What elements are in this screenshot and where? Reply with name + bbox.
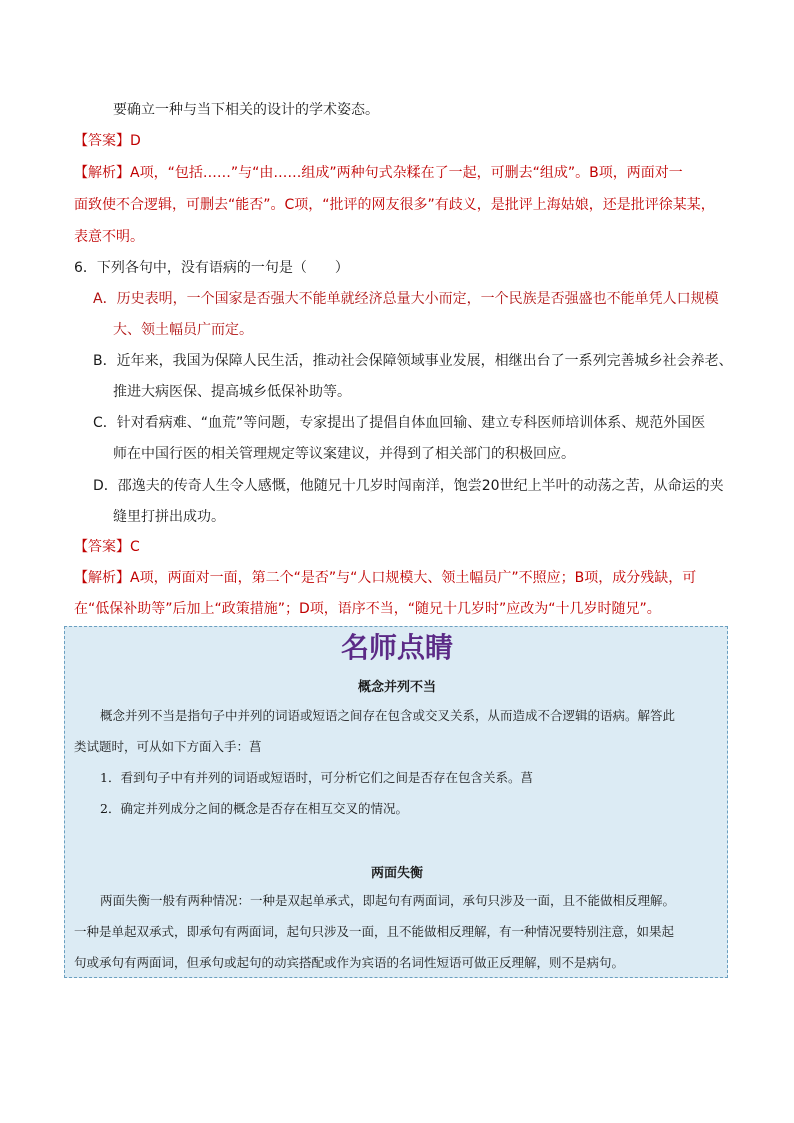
tip-paragraph: 概念并列不当是指句子中并列的词语或短语之间存在包含或交叉关系，从而造成不合逻辑的语病。解答此 — [100, 708, 676, 723]
text-line: 要确立一种与当下相关的设计的学术姿态。 — [113, 102, 379, 118]
tip-paragraph: 一种是单起双承式，即承句有两面词，起句只涉及一面，且不能做相反理解，有一种情况要特别注意，如果起 — [74, 924, 675, 939]
explanation-2-line-1: 【解析】A项，两面对一面，第二个“是否”与“人口规模大、领土幅员广”不照应；B项，成分残缺，可 — [74, 570, 697, 586]
tip-paragraph: 两面失衡一般有两种情况：一种是双起单承式，即起句有两面词，承句只涉及一面，且不能做相反理解。 — [100, 893, 676, 908]
answer-value: C — [130, 539, 140, 555]
tip-paragraph: 句或承句有两面词，但承句或起句的动宾搭配或作为宾语的名词性短语可做正反理解，则不是病句。 — [74, 955, 625, 970]
option-a-line-1: A．历史表明，一个国家是否强大不能单就经济总量大小而定，一个民族是否强盛也不能单凭人口规模 — [93, 291, 719, 307]
answer-value: D — [130, 133, 141, 149]
option-a-line-2: 大、领土幅员广而定。 — [113, 322, 253, 338]
explanation-tag: 【解析】 — [74, 165, 130, 181]
answer-tag: 【答案】 — [74, 539, 130, 555]
option-c-line-1: C．针对看病难、“血荒”等问题，专家提出了提倡自体血回输、建立专科医师培训体系、规范外国医 — [93, 415, 706, 431]
tip-subtitle-2: 两面失衡 — [370, 866, 423, 881]
tip-paragraph: 类试题时，可从如下方面入手：菖 — [74, 739, 262, 754]
tip-paragraph: 1．看到句子中有并列的词语或短语时，可分析它们之间是否存在包含关系。菖 — [100, 770, 533, 785]
option-c-line-2: 师在中国行医的相关管理规定等议案建议，并得到了相关部门的积极回应。 — [113, 446, 575, 462]
explanation-2-line-2: 在“低保补助等”后加上“政策措施”；D项，语序不当，“随兄十几岁时”应改为“十几岁时随兄”。 — [74, 601, 661, 617]
tip-paragraph: 2．确定并列成分之间的概念是否存在相互交叉的情况。 — [100, 801, 408, 816]
option-b-line-2: 推进大病医保、提高城乡低保补助等。 — [113, 384, 351, 400]
explanation-1-line-2: 面致使不合逻辑，可删去“能否”。C项，“批评的网友很多”有歧义，是批评上海姑娘，还是批评徐某某， — [74, 197, 715, 213]
option-d-line-2: 缝里打拼出成功。 — [113, 509, 225, 525]
question-6: 6．下列各句中，没有语病的一句是（ ） — [74, 260, 349, 276]
explanation-1-line-3: 表意不明。 — [74, 229, 144, 245]
explanation-1-line-1: 【解析】A项，“包括……”与“由……组成”两种句式杂糅在了一起，可删去“组成”。B项，两面对一 — [74, 165, 683, 181]
answer-1 — [74, 131, 141, 151]
tip-subtitle-1: 概念并列不当 — [357, 680, 436, 695]
answer-tag: 【答案】 — [74, 133, 130, 149]
option-d-line-1: D．邵逸夫的传奇人生令人感慨，他随兄十几岁时闯南洋，饱尝20世纪上半叶的动荡之苦，从命运的夹 — [93, 478, 724, 494]
answer-2 — [74, 537, 140, 557]
option-b-line-1: B．近年来，我国为保障人民生活，推动社会保障领域事业发展，相继出台了一系列完善城乡社会养老、 — [93, 353, 733, 369]
explanation-tag: 【解析】 — [74, 570, 130, 586]
tip-box-title: 名师点睛 — [340, 631, 453, 664]
